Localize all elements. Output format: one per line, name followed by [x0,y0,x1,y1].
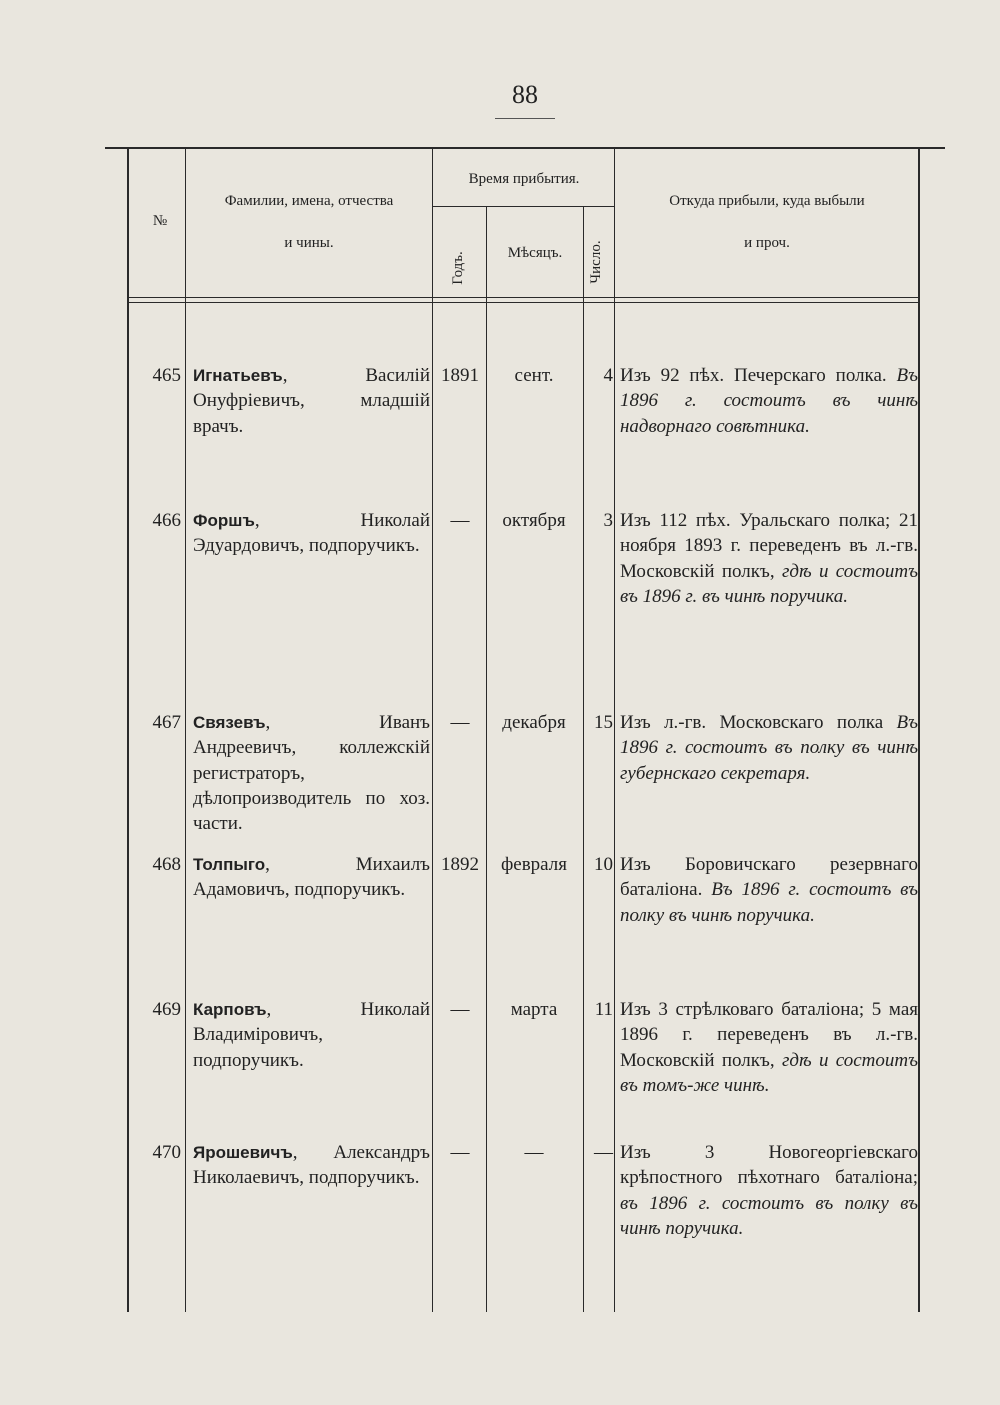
row-surname: Ярошевичъ [193,1143,293,1162]
header-day: Число. [588,240,604,284]
header-no: № [152,213,168,229]
row-name [193,852,430,903]
row-number: 467 [152,712,181,733]
row-note [620,852,918,928]
row-year: — [450,712,470,733]
row-note-italic: въ 1896 г. состоитъ въ полку въ чинѣ поручика. [620,1192,918,1239]
row-note-plain: Изъ 92 пѣх. Печерскаго полка. [620,365,897,386]
row-surname: Связевъ [193,713,266,732]
row-month: октября [502,510,566,531]
header-name-line2: и чины. [284,235,334,251]
row-note-plain: Изъ 3 стрѣлковаго баталіона; 5 мая 1896 г. переведенъ въ л.-гв. Московскій полкъ, [620,999,918,1071]
row-year: 1891 [441,365,479,386]
row-number: 468 [152,854,181,875]
row-name [193,1140,430,1191]
row-surname: Форшъ [193,511,255,530]
arrival-subheader-rule [433,206,614,207]
row-day: 10 [594,854,613,875]
row-surname: Карповъ [193,1000,267,1019]
row-name-rest: , Иванъ Андреевичъ, коллежскій регистраторъ, дѣлопроизводитель по хоз. части. [193,712,430,835]
col-divider-day [614,147,615,1312]
page-number-underline [495,118,555,119]
row-name-rest: , Николай Эдуардовичъ, подпоручикъ. [193,510,430,557]
header-note-line2: и проч. [744,235,790,251]
row-note-italic: гдѣ и состоитъ въ 1896 г. въ чинѣ поручика. [620,560,918,607]
row-number: 469 [152,999,181,1020]
row-day: 3 [603,510,613,531]
row-year: — [450,510,470,531]
row-surname: Игнатьевъ [193,366,283,385]
row-year: — [450,999,470,1020]
row-note-plain: Изъ 112 пѣх. Уральскаго полка; 21 ноября 1893 г. переведенъ въ л.-гв. Московскій полкъ, [620,510,918,582]
row-note-italic: Въ 1896 г. состоитъ въ полку въ чинѣ поручика. [620,879,919,926]
header-year: Годъ. [450,251,466,285]
header-bottom-rule-1 [129,297,918,298]
row-month: февраля [500,854,568,875]
row-note-italic: гдѣ и состоитъ въ томъ-же чинѣ. [620,1049,918,1096]
row-name [193,363,430,439]
row-note [620,1140,918,1241]
row-note-plain: Изъ Боровичскаго резервнаго баталіона. [620,854,918,901]
row-month: декабря [502,712,566,733]
row-name [193,508,430,559]
row-month: — [524,1142,544,1163]
row-note [620,710,918,786]
row-name [193,710,430,836]
row-day: 4 [603,365,613,386]
table-left-border [127,147,129,1312]
header-note-line1: Откуда прибыли, куда выбыли [669,193,865,209]
row-name [193,997,430,1073]
row-number: 465 [152,365,181,386]
row-name-rest: , Александръ Николаевичъ, подпоручикъ. [193,1142,430,1189]
row-note-italic: Въ 1896 г. состоитъ въ полку въ чинѣ губернскаго секретаря. [620,712,918,784]
row-surname: Толпыго [193,855,266,874]
row-month: сент. [514,365,554,386]
row-number: 466 [152,510,181,531]
row-day: — [594,1142,613,1163]
col-divider-no [185,147,186,1312]
page-number: 88 [512,80,538,109]
col-divider-name [432,147,433,1312]
row-note-plain: Изъ 3 Новогеоргіевскаго крѣпостного пѣхотнаго баталіона; [620,1142,918,1189]
header-name-line1: Фамилии, имена, отчества [224,193,394,209]
row-note-plain: Изъ л.-гв. Московскаго полка [620,712,897,733]
row-number: 470 [152,1142,181,1163]
row-day: 15 [594,712,613,733]
row-note [620,363,918,439]
header-arrival: Время прибытия. [468,171,580,187]
row-month: марта [510,999,558,1020]
row-year: — [450,1142,470,1163]
header-month: Мѣсяцъ. [507,245,563,261]
row-year: 1892 [441,854,479,875]
row-note-italic: Въ 1896 г. состоитъ въ чинѣ надворнаго совѣтника. [620,365,918,437]
row-name-rest: , Василій Онуфріевичъ, младшій врачъ. [193,365,430,437]
row-note [620,997,918,1098]
row-day: 11 [594,999,613,1020]
table-right-border [918,147,920,1312]
table-top-rule [105,147,945,149]
header-bottom-rule-2 [129,302,918,303]
row-name-rest: , Михаилъ Адамовичъ, подпоручикъ. [193,854,430,901]
row-name-rest: , Николай Владиміровичъ, подпоручикъ. [193,999,430,1071]
row-note [620,508,918,609]
